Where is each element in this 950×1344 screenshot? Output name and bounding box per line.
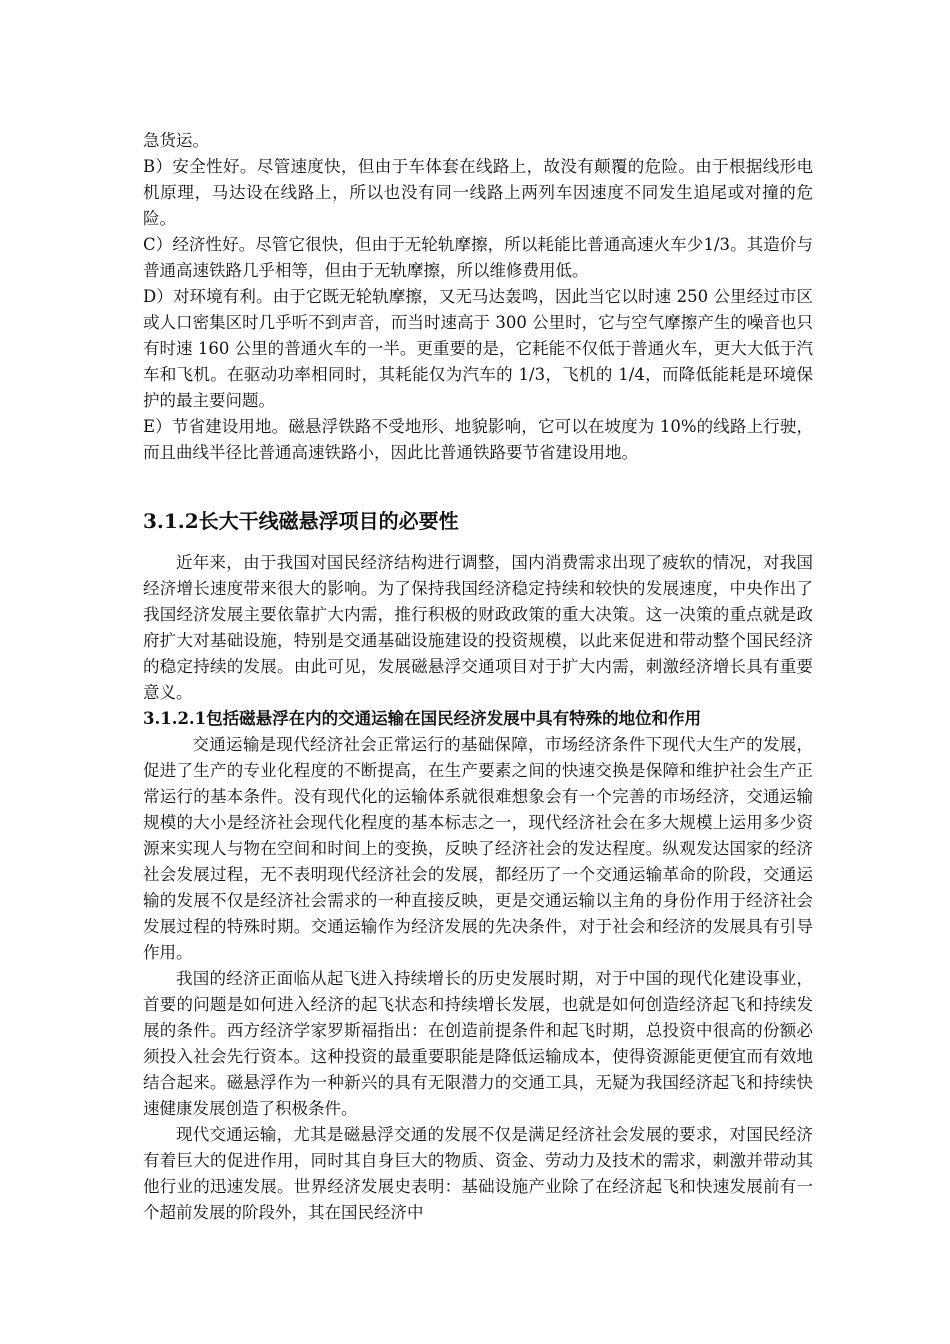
paragraph-item-e: E）节省建设用地。磁悬浮铁路不受地形、地貌影响，它可以在坡度为 10%的线路上行驶，而且曲线半径比普通高速铁路小，因此比普通铁路要节省建设用地。 <box>143 417 813 462</box>
section-paragraph: 近年来，由于我国对国民经济结构进行调整，国内消费需求出现了疲软的情况，对我国经济增长速度带来很大的影响。为了保持我国经济稳定持续和较快的发展速度，中央作出了我国经济发展主要依靠扩大内需，推行积极的财政政策的重大决策。这一决策的重点就是政府扩大对基础设施，特别是交通基础设施建设的投资规模，以此来促进和带动整个国民经济的稳定持续的发展。由此可见，发展磁悬浮交通项目对于扩大内需，刺激经济增长具有重要意义。 <box>143 553 813 702</box>
subsection-paragraph-1: 交通运输是现代经济社会正常运行的基础保障，市场经济条件下现代大生产的发展，促进了生产的专业化程度的不断提高，在生产要素之间的快速交换是保障和维护社会生产正常运行的基本条件。没有现代化的运输体系就很难想象会有一个完善的市场经济，交通运输规模的大小是经济社会现代化程度的基本标志之一，现代经济社会在多大规模上运用多少资源来实现人与物在空间和时间上的变换，反映了经济社会的发达程度。纵观发达国家的经济社会发展过程，无不表明现代经济社会的发展，都经历了一个交通运输革命的阶段，交通运输的发展不仅是经济社会需求的一种直接反映，更是交通运输以主角的身份作用于经济社会发展过程的特殊时期。交通运输作为经济发展的先决条件，对于社会和经济的发展具有引导作用。 <box>143 735 813 962</box>
subsection-paragraph-3: 现代交通运输，尤其是磁悬浮交通的发展不仅是满足经济社会发展的要求，对国民经济有着巨大的促进作用，同时其自身巨大的物质、资金、劳动力及技术的需求，刺激并带动其他行业的迅速发展。世界经济发展史表明：基础设施产业除了在经济起飞和快速发展前有一个超前发展的阶段外，其在国民经济中 <box>143 1125 813 1222</box>
subsection-paragraph-2: 我国的经济正面临从起飞进入持续增长的历史发展时期，对于中国的现代化建设事业，首要的问题是如何进入经济的起飞状态和持续增长发展，也就是如何创造经济起飞和持续发展的条件。西方经济学家罗斯福指出：在创造前提条件和起飞时期，总投资中很高的份额必须投入社会先行资本。这种投资的最重要职能是降低运输成本，使得资源能更便宜而有效地结合起来。磁悬浮作为一种新兴的具有无限潜力的交通工具，无疑为我国经济起飞和持续快速健康发展创造了积极条件。 <box>143 969 813 1118</box>
paragraph-item-b: B）安全性好。尽管速度快，但由于车体套在线路上，故没有颠覆的危险。由于根据线形电机原理，马达设在线路上，所以也没有同一线路上两列车因速度不同发生追尾或对撞的危险。 <box>143 157 813 228</box>
subsection-heading: 3.1.2.1包括磁悬浮在内的交通运输在国民经济发展中具有特殊的地位和作用 <box>143 709 702 728</box>
paragraph-item-c: C）经济性好。尽管它很快，但由于无轮轨摩擦，所以耗能比普通高速火车少1/3。其造价与普通高速铁路几乎相等，但由于无轨摩擦，所以维修费用低。 <box>143 235 813 280</box>
section-heading: 3.1.2长大干线磁悬浮项目的必要性 <box>143 509 459 533</box>
paragraph-item-d: D）对环境有利。由于它既无轮轨摩擦，又无马达轰鸣，因此当它以时速 250 公里经过市区或人口密集区时几乎听不到声音，而当时速高于 300 公里时，它与空气摩擦产生的噪音也只有时速 160 公里的普通火车的一半。更重要的是，它耗能不仅低于普通火车，更大大低于汽车和飞机。在驱动功率相同时，其耗能仅为汽车的 1/3，飞机的 1/4，而降低能耗是环境保护的最主要问题。 <box>143 287 813 410</box>
document-page <box>143 128 813 1226</box>
paragraph-continuation: 急货运。 <box>143 131 209 150</box>
